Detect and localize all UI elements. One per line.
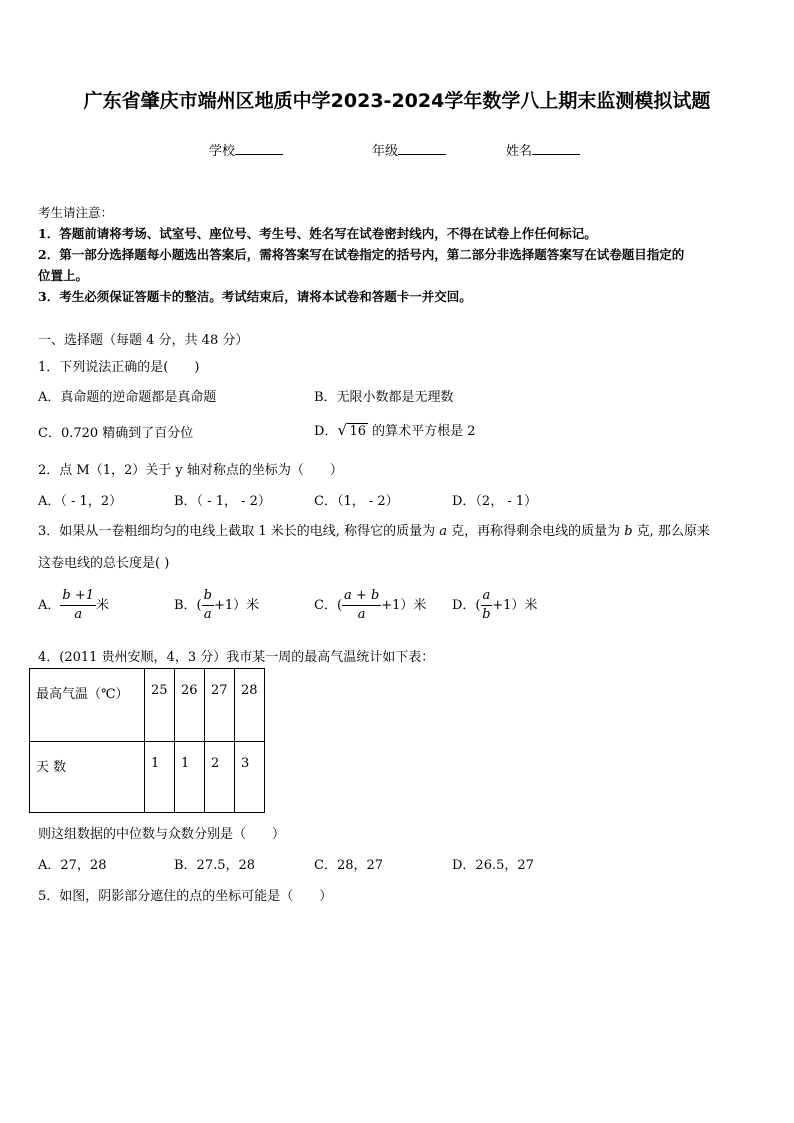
- q3-option-b[interactable]: [174, 587, 259, 624]
- q1-option-c[interactable]: C．0.720 精确到了百分位: [38, 426, 194, 441]
- q3-d-numerator: a: [481, 587, 493, 606]
- table-header-temp: 最高气温（℃）: [30, 669, 145, 742]
- q5-stem: 5．如图，阴影部分遮住的点的坐标可能是（ ）: [38, 889, 333, 904]
- q3-stem-line2: 这卷电线的总长度是( ): [38, 556, 170, 571]
- q4-option-c[interactable]: C．28，27: [314, 858, 384, 873]
- q3-d-tail: +1）米: [492, 598, 538, 613]
- q3-option-d[interactable]: [452, 587, 537, 624]
- q4-option-d[interactable]: D．26.5，27: [452, 858, 534, 873]
- q3-d-fraction: [481, 587, 493, 624]
- section-heading: 一、选择题（每题 4 分，共 48 分）: [38, 333, 249, 348]
- q3-b-denominator: a: [203, 607, 212, 622]
- table-cell: 1: [145, 742, 175, 813]
- q3-c-label: C．(: [314, 598, 343, 613]
- notice-heading: 考生请注意：: [38, 205, 114, 220]
- q3-b-numerator: b: [202, 587, 214, 606]
- temperature-table: [29, 668, 265, 813]
- q1-d-text: 的算术平方根是 2: [367, 424, 476, 439]
- grade-field: [372, 140, 446, 159]
- notice-item-2-cont: 位置上。: [38, 268, 89, 283]
- q3-d-denominator: b: [482, 607, 491, 622]
- q1-stem: 1．下列说法正确的是( ): [38, 360, 200, 375]
- q3-option-a[interactable]: [38, 587, 109, 624]
- q4-option-a[interactable]: A．27，28: [38, 858, 107, 873]
- grade-label: 年级: [372, 144, 399, 159]
- q3-b-fraction: [202, 587, 214, 624]
- q3-a-label: A．: [38, 598, 61, 613]
- name-blank[interactable]: [532, 142, 580, 155]
- q2-option-a[interactable]: A．（ - 1，2）: [38, 494, 123, 509]
- q4-question: 则这组数据的中位数与众数分别是（ ）: [38, 827, 286, 842]
- q1-option-a[interactable]: A．真命题的逆命题都是真命题: [38, 390, 217, 405]
- q2-option-b[interactable]: B．（ - 1， - 2）: [174, 494, 271, 509]
- q4-stem: 4．(2011 贵州安顺，4，3 分）我市某一周的最高气温统计如下表：: [38, 650, 435, 665]
- q2-option-d[interactable]: D．（2， - 1）: [452, 494, 538, 509]
- table-cell: 1: [175, 742, 205, 813]
- table-row: [30, 669, 265, 742]
- q4-option-b[interactable]: B．27.5，28: [174, 858, 256, 873]
- q3-b-label: B．(: [174, 598, 202, 613]
- school-blank[interactable]: [235, 142, 283, 155]
- notice-item-3: 3．考生必须保证答题卡的整洁。考试结束后，请将本试卷和答题卡一并交回。: [38, 289, 472, 304]
- sqrt-symbol: √ 16: [337, 421, 366, 439]
- q1-option-b[interactable]: B．无限小数都是无理数: [314, 390, 454, 405]
- q2-stem: 2．点 M（1，2）关于 y 轴对称点的坐标为（ ）: [38, 463, 343, 478]
- q2-option-c[interactable]: C．（1， - 2）: [314, 494, 399, 509]
- q3-d-label: D．(: [452, 598, 481, 613]
- q3-a-fraction: [60, 587, 96, 624]
- notice-item-2: 2．第一部分选择题每小题选出答案后，需将答案写在试卷指定的括号内，第二部分非选择题答案写在试卷题目指定的: [38, 247, 685, 262]
- table-cell: 26: [175, 669, 205, 742]
- q3-a-numerator: b +1: [60, 587, 96, 606]
- q3-b-tail: +1）米: [213, 598, 260, 613]
- table-header-days: 天 数: [30, 742, 145, 813]
- table-cell: 3: [235, 742, 265, 813]
- table-cell: 28: [235, 669, 265, 742]
- q3-a-unit: 米: [96, 598, 110, 613]
- q1-option-d[interactable]: [314, 420, 476, 439]
- q3-c-tail: +1）米: [381, 598, 427, 613]
- school-field: [209, 140, 283, 159]
- name-field: [506, 140, 580, 159]
- grade-blank[interactable]: [398, 142, 446, 155]
- q1-d-label: D．: [314, 424, 338, 439]
- table-cell: 27: [205, 669, 235, 742]
- q3-stem-line1: 3．如果从一卷粗细均匀的电线上截取 1 米长的电线, 称得它的质量为 𝑎 克，再称得剩余电线的质量为 𝑏 克, 那么原来: [38, 524, 710, 539]
- notice-item-1: 1．答题前请将考场、试室号、座位号、考生号、姓名写在试卷密封线内，不得在试卷上作任何标记。: [38, 226, 597, 241]
- name-label: 姓名: [506, 144, 533, 159]
- table-cell: 2: [205, 742, 235, 813]
- q3-c-denominator: a: [357, 607, 366, 622]
- q1-d-radicand: 16: [349, 424, 366, 439]
- exam-title: 广东省肇庆市端州区地质中学2023-2024学年数学八上期末监测模拟试题: [83, 90, 711, 112]
- q3-option-c[interactable]: [314, 587, 426, 624]
- q3-c-fraction: [342, 587, 381, 624]
- q3-c-numerator: a + b: [342, 587, 381, 606]
- table-row: [30, 742, 265, 813]
- school-label: 学校: [209, 144, 236, 159]
- q3-a-denominator: a: [74, 607, 83, 622]
- table-cell: 25: [145, 669, 175, 742]
